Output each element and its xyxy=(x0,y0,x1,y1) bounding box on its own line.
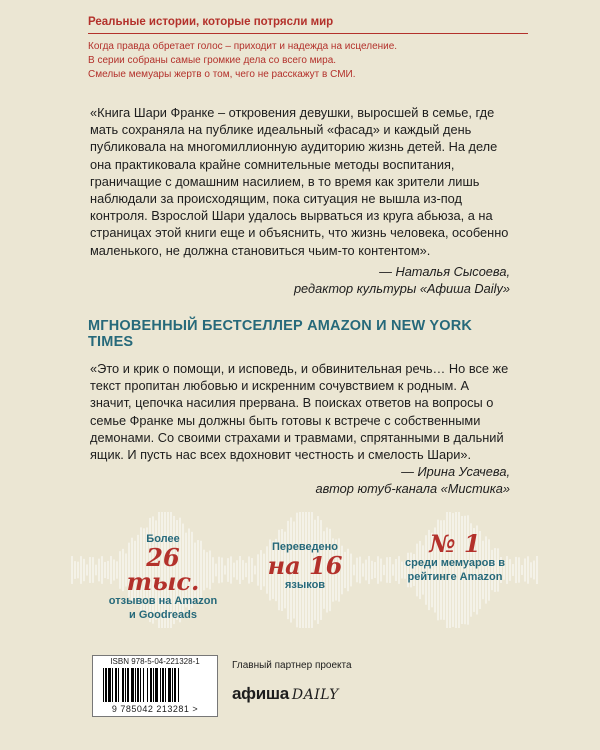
barcode-bar xyxy=(131,668,134,702)
barcode-bar xyxy=(125,668,126,702)
review-quote-1 xyxy=(90,104,510,297)
partner-label: Главный партнер проекта xyxy=(232,660,352,671)
quote-author-role: редактор культуры «Афиша Daily» xyxy=(293,281,510,297)
series-description xyxy=(88,34,528,82)
barcode-bar xyxy=(165,668,166,702)
barcode-bar xyxy=(108,668,111,702)
stat-top: Переведено xyxy=(271,541,339,553)
partner-logo xyxy=(232,684,339,704)
afisha-logo-text: афиша xyxy=(232,684,289,703)
series-title: Реальные истории, которые потрясли мир xyxy=(88,16,528,34)
stat-big: 26 тыс. xyxy=(126,543,200,596)
isbn-number: ISBN 978-5-04-221328-1 xyxy=(110,657,200,666)
stat-reviews xyxy=(108,532,218,622)
barcode-bar xyxy=(140,668,141,702)
quote-text: «Книга Шари Франке – откровения девушки, выросшей в семье, где мать сохраняла на публике идеальный «фасад» и каждый день публиковала на многомиллионную аудиторию жизнь детей. На деле она практиковала крайне сомнительные методы воспитания, граничащие с домашним насилием, в то время как зрители лишь наблюдали за происходящим, пока ситуация не вышла из-под контроля. Взрослой Шари удалось вырваться из круга абьюза, а на страницах этой книги еще и объяснить, что жизнь человека, особенно маленького, не должна становиться чьим-то контентом». xyxy=(90,105,509,258)
stat-bottom: языков xyxy=(284,579,326,591)
barcode-bar xyxy=(112,668,113,702)
review-quote-2 xyxy=(90,360,510,498)
barcode xyxy=(92,655,218,717)
barcode-bar xyxy=(172,668,173,702)
barcode-bar xyxy=(127,668,129,702)
series-header xyxy=(88,16,528,82)
barcode-bar xyxy=(147,668,148,702)
barcode-bars xyxy=(103,668,207,702)
stat-big: № 1 xyxy=(429,529,481,558)
barcode-bar xyxy=(103,668,104,702)
quote-author: — Ирина Усачева, xyxy=(401,464,510,480)
barcode-bar xyxy=(118,668,119,702)
barcode-bar xyxy=(155,668,158,702)
barcode-bar xyxy=(122,668,124,702)
barcode-bar xyxy=(168,668,171,702)
stat-ranking xyxy=(400,529,510,584)
barcode-bar xyxy=(150,668,152,702)
daily-logo-text: DAILY xyxy=(291,687,339,703)
barcode-bar xyxy=(105,668,107,702)
stat-big: на 16 xyxy=(267,551,343,580)
barcode-bar xyxy=(135,668,136,702)
barcode-bar xyxy=(178,668,179,702)
barcode-bar xyxy=(160,668,161,702)
stat-bottom: отзывов на Amazon и Goodreads xyxy=(108,595,218,621)
barcode-bar xyxy=(174,668,176,702)
barcode-bar xyxy=(115,668,117,702)
quote-author-role: автор ютуб-канала «Мистика» xyxy=(315,481,510,497)
stats-section xyxy=(70,510,540,630)
barcode-digits: 9 785042 213281 > xyxy=(111,704,199,714)
bestseller-headline: МГНОВЕННЫЙ БЕСТСЕЛЛЕР AMAZON И NEW YORK TIMES xyxy=(88,318,473,350)
barcode-bar xyxy=(137,668,139,702)
series-line: Когда правда обретает голос – приходит и надежда на исцеление. xyxy=(88,41,398,52)
quote-author: — Наталья Сысоева, xyxy=(379,263,510,279)
barcode-bar xyxy=(143,668,144,702)
series-line: Смелые мемуары жертв о том, чего не расскажут в СМИ. xyxy=(88,69,356,80)
quote-text: «Это и крик о помощи, и исповедь, и обвинительная речь… Но все же текст пропитан любовью и искренним сочувствием к родным. А значит, цепочка насилия прервана. В поисках ответов на вопросы о семье Франке мы должны быть готовы к встрече с собственными демонами. Со своими страхами и травмами, спрятанными в дальний ящик. И пусть нас всех вдохновит честность и смелость Шари». xyxy=(90,361,509,463)
stat-bottom: среди мемуаров в рейтинге Amazon xyxy=(405,557,505,583)
series-line: В серии собраны самые громкие дела со всего мира. xyxy=(88,55,337,66)
stat-translations xyxy=(250,540,360,592)
barcode-bar xyxy=(153,668,154,702)
stat-top: Более xyxy=(146,533,180,545)
barcode-bar xyxy=(162,668,164,702)
